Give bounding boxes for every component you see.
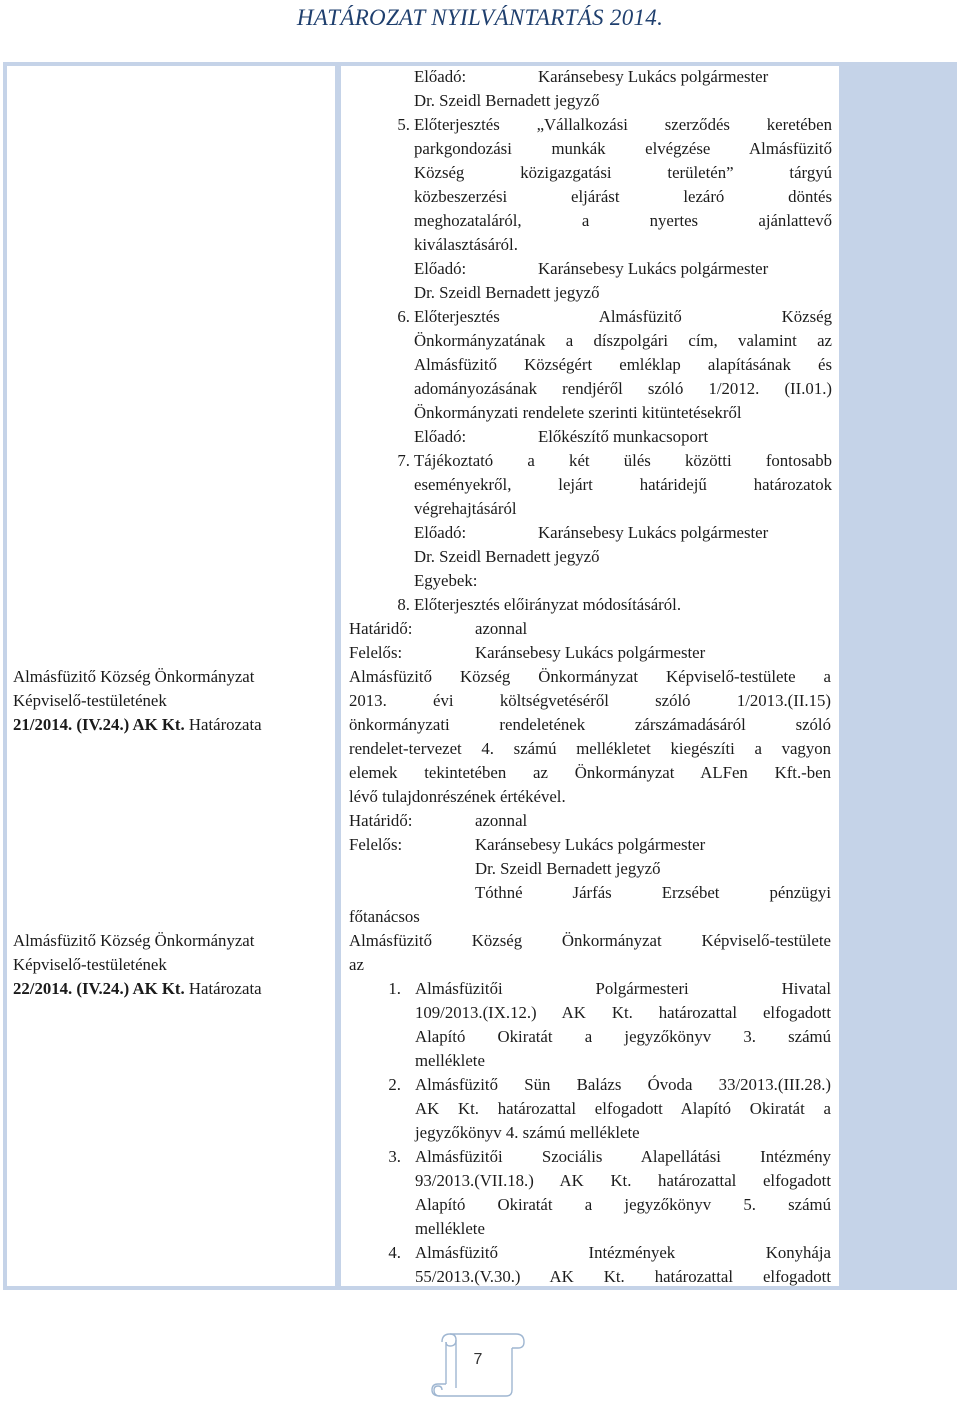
agenda-item-line bbox=[380, 137, 832, 161]
resolution-22-item-number: 1. bbox=[388, 979, 401, 998]
resolution-22-item-line bbox=[349, 1049, 831, 1073]
presenter-label: Előadó: bbox=[414, 259, 467, 278]
resolution-22-item-line bbox=[349, 1169, 831, 1193]
resolution-22-item-line bbox=[349, 1265, 831, 1289]
agenda-item-line bbox=[380, 161, 832, 185]
presenter-row bbox=[380, 257, 832, 281]
responsible-label: Felelős: bbox=[349, 643, 403, 662]
agenda-item-text: közbeszerzési eljárást lezáró döntés bbox=[414, 187, 832, 206]
agenda-item-indent bbox=[380, 377, 410, 401]
resolution-22-item-text: 55/2013.(V.30.) AK Kt. határozattal elfogadott bbox=[415, 1267, 831, 1286]
presenter-row bbox=[380, 425, 832, 449]
deadline-label: Határidő: bbox=[349, 619, 413, 638]
responsible-value: Karánsebesy Lukács polgármester bbox=[475, 643, 706, 662]
presenter-value: Karánsebesy Lukács polgármester bbox=[538, 67, 769, 86]
agenda-item-line bbox=[380, 497, 832, 521]
agenda-item-number: 6. bbox=[397, 307, 410, 326]
resolution-21-text-line: lévő tulajdonrészének értékével. bbox=[349, 787, 566, 806]
resolution-22-line2: Képviselő-testületének bbox=[13, 955, 167, 974]
agenda-item-indent bbox=[380, 497, 410, 521]
resolution-21-text-line: Almásfüzitő Község Önkormányzat Képviselő-testülete a bbox=[349, 667, 831, 686]
agenda-item-line bbox=[380, 233, 832, 257]
agenda-item-text: parkgondozási munkák elvégzése Almásfüzitő bbox=[414, 139, 832, 158]
page-number-ornament bbox=[428, 1328, 528, 1400]
resolution-21-text-line: 2013. évi költségvetéséről szóló 1/2013.(II.15) bbox=[349, 691, 831, 710]
agenda-item bbox=[380, 113, 832, 257]
resolution-22-item-line bbox=[349, 977, 831, 1001]
responsible-row bbox=[349, 641, 831, 665]
resolution-22-item-indent bbox=[349, 1025, 401, 1049]
deadline-value-2: azonnal bbox=[475, 811, 528, 830]
resolution-22-item-text: melléklete bbox=[415, 1051, 485, 1070]
agenda-item bbox=[380, 593, 832, 617]
resolution-22-item-line bbox=[349, 1121, 831, 1145]
deadline-row-2 bbox=[349, 809, 831, 833]
resolution-22-item-line bbox=[349, 1001, 831, 1025]
agenda-item-number: 7. bbox=[397, 451, 410, 470]
resolution-22-item-line bbox=[349, 1025, 831, 1049]
resolution-21-header bbox=[13, 665, 313, 737]
agenda-item-text: Almásfüzitő Községért emléklap alapításának és bbox=[414, 355, 832, 374]
resolution-22-item-indent bbox=[349, 1217, 401, 1241]
resolution-22-line1: Almásfüzitő Község Önkormányzat bbox=[13, 931, 255, 950]
agenda-item-indent bbox=[380, 209, 410, 233]
resolution-body bbox=[349, 617, 831, 1289]
responsible-value-2b: Dr. Szeidl Bernadett jegyző bbox=[475, 859, 661, 878]
agenda-item-number: 8. bbox=[397, 595, 410, 614]
presenter-label: Előadó: bbox=[414, 427, 467, 446]
agenda-text: Dr. Szeidl Bernadett jegyző bbox=[414, 547, 600, 566]
resolution-21-text-line: önkormányzati rendeletének zárszámadásáról szóló bbox=[349, 715, 831, 734]
resolution-22-intro-last: az bbox=[349, 955, 364, 974]
resolution-22-item-indent bbox=[349, 1193, 401, 1217]
presenter-label: Előadó: bbox=[414, 523, 467, 542]
agenda-item-text: Önkormányzatának a díszpolgári cím, valamint az bbox=[414, 331, 832, 350]
deadline-label-2: Határidő: bbox=[349, 811, 413, 830]
responsible-value-2d: főtanácsos bbox=[349, 907, 420, 926]
resolution-22-item-text: 109/2013.(IX.12.) AK Kt. határozattal elfogadott bbox=[415, 1003, 831, 1022]
resolution-22-item-indent bbox=[349, 1121, 401, 1145]
agenda-item-indent bbox=[380, 473, 410, 497]
agenda-item-indent bbox=[380, 161, 410, 185]
responsible-row-2c bbox=[349, 881, 831, 905]
deadline-value: azonnal bbox=[475, 619, 528, 638]
responsible-row-2 bbox=[349, 833, 831, 857]
responsible-row-2d bbox=[349, 905, 831, 929]
resolution-22-item-text: Alapító Okiratát a jegyzőkönyv 5. számú bbox=[415, 1195, 831, 1214]
agenda-item-line bbox=[380, 329, 832, 353]
resolution-22-item-text: melléklete bbox=[415, 1219, 485, 1238]
agenda-item-text: adományozásának rendjéről szóló 1/2012. (II.01.) bbox=[414, 379, 832, 398]
resolution-22-item-indent bbox=[349, 1001, 401, 1025]
agenda-item-line bbox=[380, 377, 832, 401]
agenda-item-line bbox=[380, 305, 832, 329]
agenda-item-line bbox=[380, 449, 832, 473]
agenda-item-line bbox=[380, 185, 832, 209]
resolution-21-text bbox=[349, 665, 831, 809]
agenda-item-line bbox=[380, 209, 832, 233]
agenda-item-indent bbox=[380, 353, 410, 377]
resolution-22-item-line bbox=[349, 1193, 831, 1217]
agenda-item-indent bbox=[380, 401, 410, 425]
resolution-21-text-line: elemek tekintetében az Önkormányzat ALFen Kft.-ben bbox=[349, 763, 831, 782]
resolution-22-item-text: AK Kt. határozattal elfogadott Alapító Okiratát a bbox=[415, 1099, 831, 1118]
agenda-item-text: végrehajtásáról bbox=[414, 499, 517, 518]
resolution-22-item-text: Almásfüzitői Szociális Alapellátási Intézmény bbox=[415, 1147, 831, 1166]
agenda-item-line bbox=[380, 113, 832, 137]
agenda-item bbox=[380, 449, 832, 521]
agenda-text: Dr. Szeidl Bernadett jegyző bbox=[414, 283, 600, 302]
resolution-22-item-text: 93/2013.(VII.18.) AK Kt. határozattal elfogadott bbox=[415, 1171, 831, 1190]
resolution-22-item-line bbox=[349, 1073, 831, 1097]
presenter-value: Karánsebesy Lukács polgármester bbox=[538, 259, 769, 278]
resolution-22-item-text: Almásfüzitő Intézmények Konyhája bbox=[415, 1243, 831, 1262]
resolution-22-item-indent bbox=[349, 1169, 401, 1193]
deadline-row bbox=[349, 617, 831, 641]
agenda-item bbox=[380, 305, 832, 425]
page-title: HATÁROZAT NYILVÁNTARTÁS 2014. bbox=[296, 5, 664, 30]
presenter-row bbox=[380, 521, 832, 545]
resolution-22-item-number: 4. bbox=[388, 1243, 401, 1262]
resolution-22-item-text: jegyzőkönyv 4. számú melléklete bbox=[415, 1123, 640, 1142]
resolution-22-item-indent bbox=[349, 1049, 401, 1073]
agenda-text: Dr. Szeidl Bernadett jegyző bbox=[414, 91, 600, 110]
agenda-item-text: Önkormányzati rendelete szerinti kitüntetésekről bbox=[414, 403, 742, 422]
resolution-21-text-line: rendelet-tervezet 4. számú mellékletet kiegészíti a vagyon bbox=[349, 739, 831, 758]
agenda-text: Egyebek: bbox=[414, 571, 478, 590]
resolution-21-number bbox=[13, 713, 313, 737]
resolution-22-items bbox=[349, 977, 831, 1289]
resolution-22-number bbox=[13, 977, 313, 1001]
agenda-item-indent bbox=[380, 233, 410, 257]
resolution-21-line1: Almásfüzitő Község Önkormányzat bbox=[13, 667, 255, 686]
resolution-22-item-number: 2. bbox=[388, 1075, 401, 1094]
page-number: 7 bbox=[473, 1351, 483, 1368]
resolution-22-header bbox=[13, 929, 313, 1001]
agenda-item-text: Tájékoztató a két ülés közötti fontosabb bbox=[414, 451, 832, 470]
agenda-item-number: 5. bbox=[397, 115, 410, 134]
resolution-22-item-indent bbox=[349, 1265, 401, 1289]
agenda-item-line bbox=[380, 353, 832, 377]
resolution-22-number-bold: 22/2014. (IV.24.) AK Kt. bbox=[13, 979, 185, 998]
resolution-22-item-text: Alapító Okiratát a jegyzőkönyv 3. számú bbox=[415, 1027, 831, 1046]
presenter-label: Előadó: bbox=[414, 67, 467, 86]
agenda-item-line bbox=[380, 473, 832, 497]
responsible-label-2: Felelős: bbox=[349, 835, 403, 854]
resolution-22-number-rest: Határozata bbox=[184, 979, 262, 998]
resolution-22-item-indent bbox=[349, 1097, 401, 1121]
responsible-value-2c: Tóthné Járfás Erzsébet pénzügyi bbox=[475, 883, 831, 902]
agenda-item-line bbox=[380, 401, 832, 425]
resolution-22-intro: Almásfüzitő Község Önkormányzat Képviselő-testülete bbox=[349, 931, 831, 950]
responsible-row-2b bbox=[349, 857, 831, 881]
page-header bbox=[0, 0, 960, 40]
agenda-item-text: Előterjesztés Almásfüzitő Község bbox=[414, 307, 832, 326]
agenda-item-text: Előterjesztés „Vállalkozási szerződés keretében bbox=[414, 115, 832, 134]
resolution-22-item-line bbox=[349, 1097, 831, 1121]
agenda-item-text: eseményekről, lejárt határidejű határozatok bbox=[414, 475, 832, 494]
agenda-item-indent bbox=[380, 329, 410, 353]
resolution-22-item-text: Almásfüzitői Polgármesteri Hivatal bbox=[415, 979, 831, 998]
resolution-22-item-number: 3. bbox=[388, 1147, 401, 1166]
resolution-22-item-text: Almásfüzitő Sün Balázs Óvoda 33/2013.(III.28.) bbox=[415, 1075, 831, 1094]
presenter-value: Karánsebesy Lukács polgármester bbox=[538, 523, 769, 542]
resolution-22-item-line bbox=[349, 1217, 831, 1241]
presenter-row bbox=[380, 65, 832, 89]
resolution-22-item-line bbox=[349, 1145, 831, 1169]
resolution-22-item-line bbox=[349, 1241, 831, 1265]
agenda-item-text: meghozataláról, a nyertes ajánlattevő bbox=[414, 211, 832, 230]
agenda-item-indent bbox=[380, 137, 410, 161]
agenda-item-indent bbox=[380, 185, 410, 209]
resolution-21-number-bold: 21/2014. (IV.24.) AK Kt. bbox=[13, 715, 185, 734]
resolution-21-number-rest: Határozata bbox=[184, 715, 262, 734]
responsible-value-2a: Karánsebesy Lukács polgármester bbox=[475, 835, 706, 854]
agenda-list bbox=[380, 65, 832, 617]
resolution-21-line2: Képviselő-testületének bbox=[13, 691, 167, 710]
presenter-value: Előkészítő munkacsoport bbox=[538, 427, 709, 446]
agenda-item-text: kiválasztásáról. bbox=[414, 235, 518, 254]
agenda-item-text: Előterjesztés előirányzat módosításáról. bbox=[414, 595, 682, 614]
agenda-item-text: Község közigazgatási területén” tárgyú bbox=[414, 163, 832, 182]
agenda-item-line bbox=[380, 593, 832, 617]
